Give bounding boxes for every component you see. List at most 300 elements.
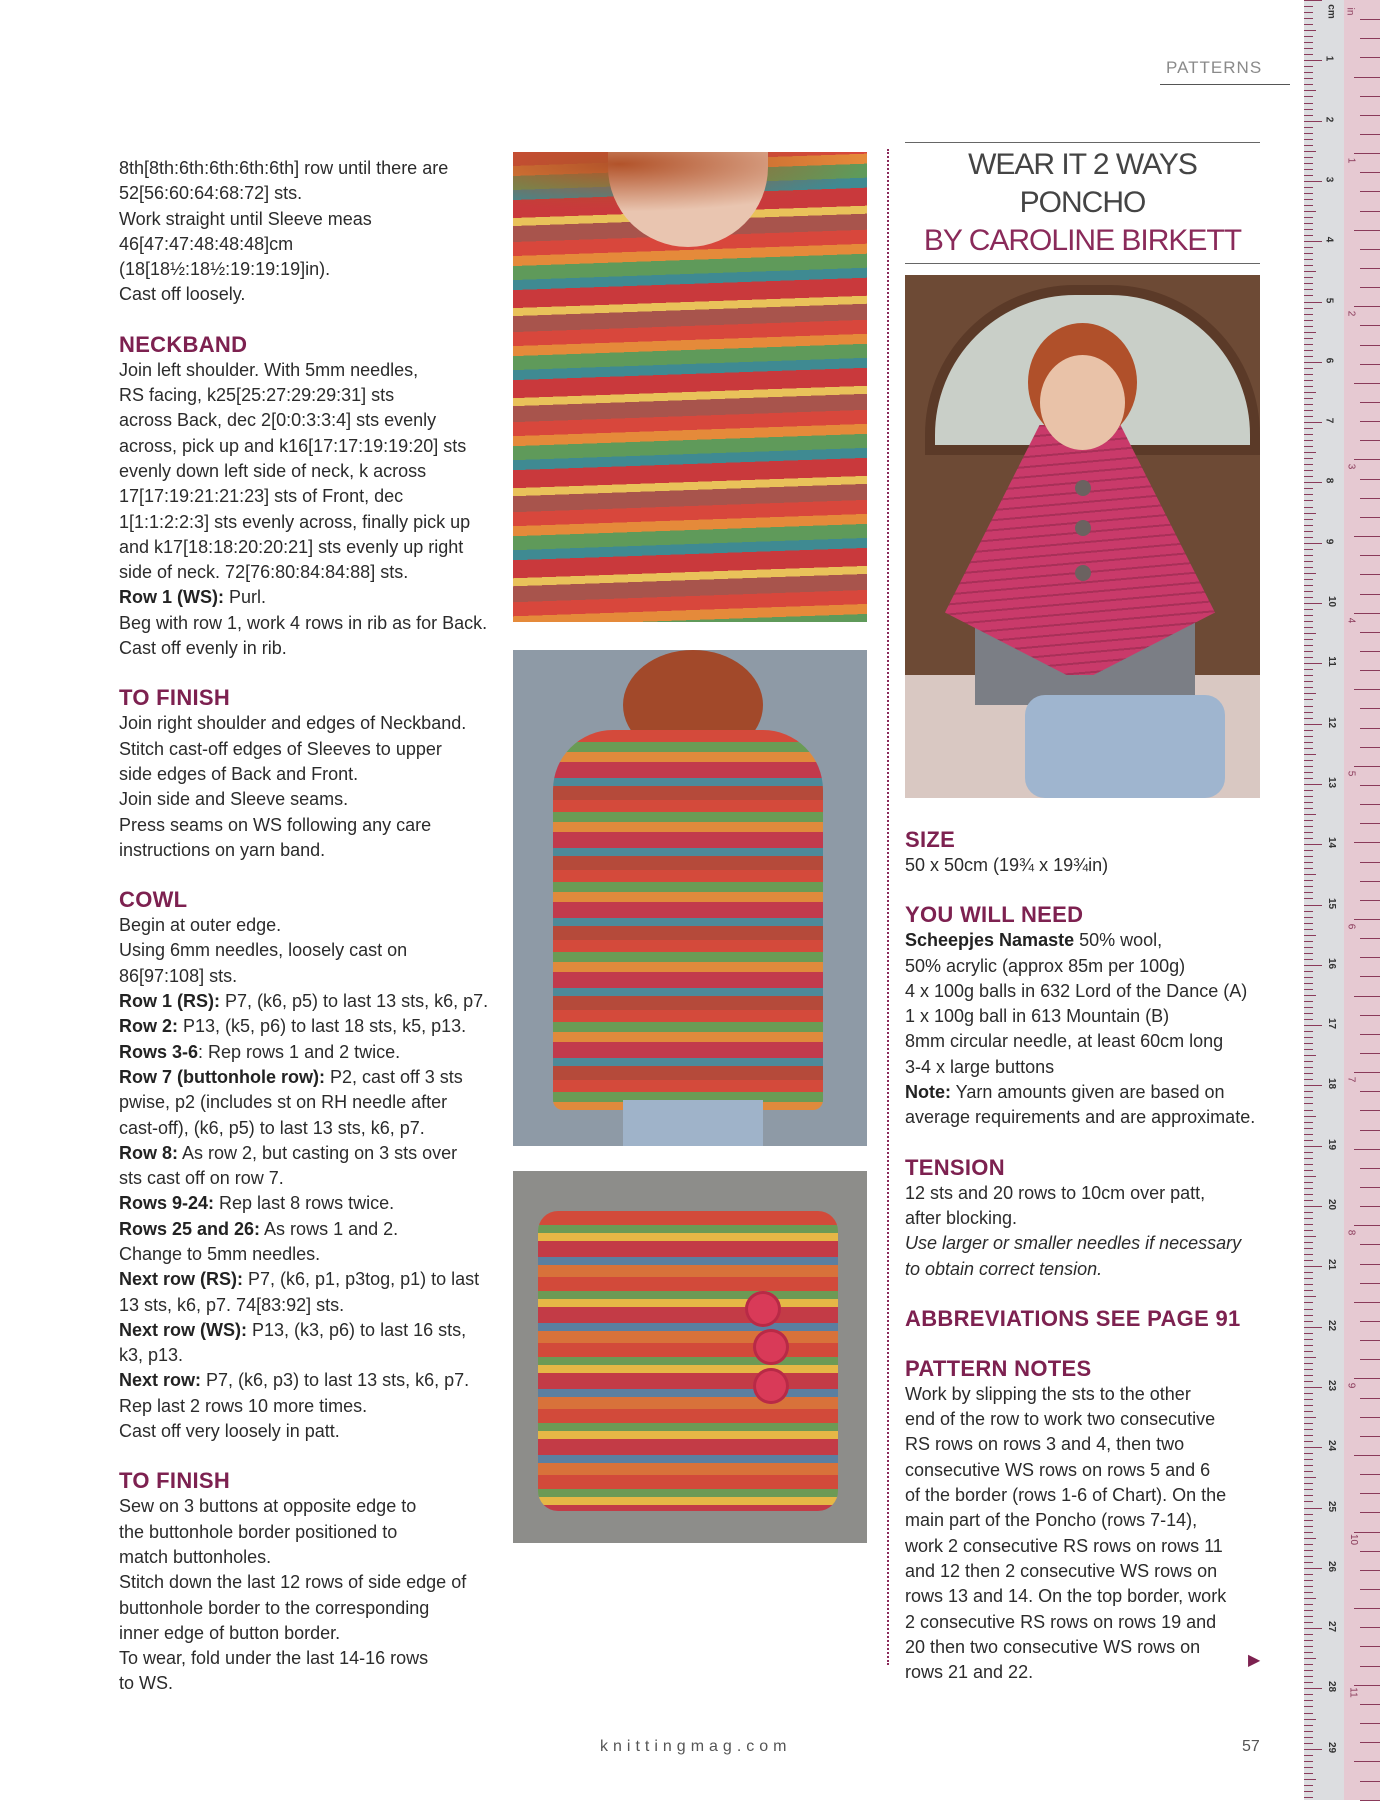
text-line: Cast off loosely. — [119, 284, 246, 305]
text-line: 20 then two consecutive WS rows on — [905, 1636, 1201, 1657]
ruler-cm-label: 1 — [1323, 56, 1335, 62]
ruler-tick — [1360, 1110, 1380, 1111]
article-title — [905, 142, 1260, 264]
ruler-tick — [1304, 772, 1313, 773]
ruler-tick — [1304, 1743, 1313, 1744]
ruler-tick — [1304, 314, 1313, 315]
ruler-tick — [1304, 898, 1313, 899]
ruler-tick — [1304, 1435, 1313, 1436]
ruler-cm-label: 13 — [1326, 776, 1338, 788]
button-shape — [1075, 565, 1091, 581]
ruler-tick — [1360, 594, 1380, 595]
ruler-tick — [1304, 1688, 1322, 1689]
ruler-tick — [1304, 1592, 1313, 1593]
text-line: work 2 consecutive RS rows on rows 11 — [905, 1535, 1223, 1556]
ruler-tick — [1304, 1616, 1313, 1617]
ruler-tick — [1304, 911, 1313, 912]
text-line: average requirements and are approximate. — [905, 1107, 1256, 1128]
ruler-tick — [1304, 1001, 1313, 1002]
ruler-tick — [1360, 1512, 1380, 1513]
ruler-tick — [1304, 410, 1313, 411]
photo-cowl — [513, 1171, 867, 1543]
text: P13, (k3, p6) to last 16 sts, — [247, 1319, 467, 1340]
ruler-tick — [1304, 163, 1313, 164]
ruler-tick — [1354, 1378, 1380, 1379]
ruler-tick — [1304, 862, 1313, 863]
ruler-tick — [1304, 687, 1313, 688]
ruler-tick — [1354, 1532, 1380, 1533]
ruler-cm-label: 22 — [1326, 1319, 1338, 1331]
ruler-cm-label: 11 — [1325, 656, 1337, 668]
ruler-tick — [1360, 345, 1380, 346]
text-line — [119, 1318, 489, 1343]
ruler-tick — [1304, 724, 1322, 725]
text-line — [119, 1368, 489, 1393]
ruler-tick — [1304, 1447, 1322, 1448]
ruler-cm-label: 8 — [1323, 478, 1335, 484]
ruler-tick — [1304, 145, 1313, 146]
ruler-tick — [1360, 728, 1380, 729]
ruler-tick — [1304, 983, 1313, 984]
jeans-shape — [623, 1100, 763, 1146]
ruler-tick — [1304, 1405, 1313, 1406]
ruler-tick — [1354, 536, 1380, 537]
ruler-tick — [1304, 458, 1313, 459]
ruler-tick — [1304, 977, 1313, 978]
ruler-tick — [1304, 1731, 1313, 1732]
ruler-tick — [1304, 1767, 1313, 1768]
ruler-tick — [1360, 96, 1380, 97]
ruler-tick — [1360, 479, 1380, 480]
text-line: Cast off evenly in rib. — [119, 638, 287, 659]
ruler-tick — [1304, 488, 1313, 489]
text-line — [119, 1040, 489, 1065]
ruler-tick — [1360, 268, 1380, 269]
ruler-tick — [1304, 42, 1313, 43]
section — [119, 886, 489, 1444]
ruler-tick — [1304, 1646, 1313, 1647]
ruler-tick — [1304, 1122, 1313, 1123]
ruler-tick — [1360, 211, 1380, 212]
ruler-tick — [1304, 1423, 1313, 1424]
bold-label: Rows 25 and 26: — [119, 1218, 261, 1239]
ruler-tick — [1354, 613, 1380, 614]
ruler-tick — [1360, 1206, 1380, 1207]
photo-poncho — [905, 275, 1260, 798]
section-heading: PATTERN NOTES — [905, 1355, 1092, 1381]
ruler-tick — [1304, 1538, 1316, 1539]
ruler-tick — [1304, 470, 1313, 471]
section — [905, 901, 1265, 1130]
ruler-tick — [1354, 1761, 1380, 1762]
ruler-tick — [1304, 127, 1313, 128]
ruler-tick — [1304, 247, 1313, 248]
page-number: 57 — [1242, 1738, 1260, 1755]
ruler-tick — [1304, 1351, 1313, 1352]
ruler-tick — [1304, 675, 1313, 676]
button-shape — [745, 1291, 781, 1327]
section-label: PATTERNS — [1166, 58, 1263, 77]
ruler-tick — [1304, 1327, 1322, 1328]
ruler-tick — [1304, 693, 1316, 694]
ruler-tick — [1304, 1230, 1313, 1231]
ruler-cm-label: 29 — [1326, 1741, 1338, 1753]
text-line: 2 consecutive RS rows on rows 19 and — [905, 1611, 1217, 1632]
bold-label: Row 7 (buttonhole row): — [119, 1066, 325, 1087]
ruler-tick — [1360, 651, 1380, 652]
ruler-cm-label: 20 — [1326, 1198, 1338, 1211]
ruler-tick — [1304, 446, 1313, 447]
ruler-tick — [1304, 1278, 1313, 1279]
text-line: side edges of Back and Front. — [119, 763, 359, 784]
ruler-tick — [1304, 1706, 1313, 1707]
ruler-tick — [1304, 1550, 1313, 1551]
ruler-tick — [1304, 235, 1313, 236]
ruler-tick — [1360, 402, 1380, 403]
text-line: Beg with row 1, work 4 rows in rib as for Back. — [119, 612, 488, 633]
ruler-tick — [1354, 1685, 1380, 1686]
ruler-tick — [1304, 1212, 1313, 1213]
ruler-tick — [1304, 133, 1313, 134]
ruler-tick — [1360, 900, 1380, 901]
text: P7, (k6, p5) to last 13 sts, k6, p7. — [220, 991, 489, 1012]
ruler-tick — [1360, 134, 1380, 135]
text-line: cast-off), (k6, p5) to last 13 sts, k6, p7. — [119, 1117, 425, 1138]
section — [119, 156, 489, 308]
ruler-tick — [1360, 57, 1380, 58]
ruler-tick — [1304, 820, 1313, 821]
ruler-tick — [1304, 995, 1316, 996]
ruler-tick — [1304, 537, 1313, 538]
ruler-tick — [1304, 1520, 1313, 1521]
ruler-tick — [1304, 1206, 1322, 1207]
ruler-tick — [1304, 259, 1313, 260]
ruler-tick — [1304, 1110, 1313, 1111]
ruler-tick — [1304, 555, 1313, 556]
ruler-tick — [1304, 633, 1316, 634]
ruler-tick — [1304, 60, 1322, 61]
ruler-tick — [1304, 645, 1313, 646]
byline: BY CAROLINE BIRKETT — [923, 224, 1242, 257]
ruler-cm-label: 4 — [1323, 236, 1335, 243]
ruler-tick — [1304, 6, 1313, 7]
ruler-tick — [1354, 996, 1380, 997]
ruler-tick — [1304, 1664, 1313, 1665]
ruler-tick — [1360, 555, 1380, 556]
ruler-inch-label: 5 — [1345, 770, 1357, 777]
text-line: Rep last 2 rows 10 more times. — [119, 1395, 368, 1416]
text: P13, (k5, p6) to last 18 sts, k5, p13. — [178, 1016, 467, 1037]
ruler-tick — [1304, 1429, 1313, 1430]
text-line: across Back, dec 2[0:0:3:3:4] sts evenly — [119, 410, 437, 431]
button-shape — [1075, 520, 1091, 536]
ruler-tick — [1304, 1387, 1322, 1388]
bold-label: Rows 9-24: — [119, 1193, 215, 1214]
ruler-tick — [1304, 856, 1313, 857]
text-line: 86[97:108] sts. — [119, 965, 238, 986]
text-line: Cast off very loosely in patt. — [119, 1421, 340, 1442]
text-line: 52[56:60:64:68:72] sts. — [119, 183, 303, 204]
section-heading: ABBREVIATIONS SEE PAGE 91 — [905, 1305, 1241, 1331]
text-line: 17[17:19:21:21:23] sts of Front, dec — [119, 486, 404, 507]
ruler-tick — [1360, 1034, 1380, 1035]
ruler-tick — [1304, 1477, 1316, 1478]
ruler-tick — [1360, 19, 1380, 20]
section-heading: SIZE — [905, 827, 956, 852]
sweater-shape — [553, 730, 823, 1110]
bold-label: Scheepjes Namaste — [905, 930, 1075, 951]
ruler-inch-label: 3 — [1345, 464, 1357, 470]
ruler-tick — [1304, 1357, 1316, 1358]
ruler-tick — [1354, 689, 1380, 690]
ruler-tick — [1304, 392, 1316, 393]
ruler-tick — [1304, 1670, 1313, 1671]
ruler-tick — [1304, 1188, 1313, 1189]
ruler-tick — [1304, 494, 1313, 495]
ruler-inch-label: 4 — [1345, 617, 1357, 623]
ruler-tick — [1304, 350, 1313, 351]
ruler-tick — [1304, 1393, 1313, 1394]
ruler-tick — [1360, 1398, 1380, 1399]
ruler-tick — [1304, 1628, 1322, 1629]
bold-label: Row 8: — [119, 1142, 179, 1163]
ruler-tick — [1304, 880, 1313, 881]
ruler-tick — [1304, 265, 1313, 266]
ruler-tick — [1360, 1264, 1380, 1265]
ruler-tick — [1304, 1694, 1313, 1695]
ruler-tick — [1304, 482, 1322, 483]
text-line: Stitch down the last 12 rows of side edge of — [119, 1572, 467, 1593]
continue-arrow-icon: ▶ — [1248, 1652, 1261, 1669]
text-line: Sew on 3 buttons at opposite edge to — [119, 1496, 417, 1517]
bold-label: Row 2: — [119, 1016, 179, 1037]
ruler-tick — [1304, 681, 1313, 682]
ruler-tick — [1304, 332, 1316, 333]
ruler-tick — [1304, 115, 1313, 116]
ruler-tick — [1304, 24, 1313, 25]
section — [119, 1467, 489, 1696]
ruler-cm-label: 3 — [1323, 176, 1335, 183]
ruler-tick — [1354, 842, 1380, 843]
ruler-tick — [1304, 923, 1313, 924]
ruler-tick — [1360, 1493, 1380, 1494]
ruler-tick — [1304, 217, 1313, 218]
ruler-tick — [1304, 277, 1313, 278]
ruler-cm-label: 2 — [1323, 116, 1335, 122]
ruler-tick — [1304, 1055, 1316, 1056]
ruler-tick — [1304, 1158, 1313, 1159]
ruler-tick — [1360, 1091, 1380, 1092]
ruler-tick — [1360, 287, 1380, 288]
ruler-tick — [1304, 971, 1313, 972]
ruler-tick — [1304, 712, 1313, 713]
ruler-cm-label: 7 — [1323, 417, 1335, 424]
section — [119, 684, 489, 863]
ruler-inch-label: 9 — [1345, 1383, 1357, 1389]
ruler-tick — [1304, 1296, 1316, 1297]
ruler-tick — [1304, 1363, 1313, 1364]
ruler-tick — [1360, 249, 1380, 250]
ruler-tick — [1360, 38, 1380, 39]
ruler-tick — [1354, 77, 1380, 78]
text-line: Begin at outer edge. — [119, 915, 282, 936]
ruler-tick — [1304, 1568, 1322, 1569]
ruler-tick — [1304, 48, 1313, 49]
text-line: Work by slipping the sts to the other — [905, 1383, 1191, 1404]
text-line: main part of the Poncho (rows 7-14), — [905, 1510, 1198, 1531]
text-line: 8th[8th:6th:6th:6th:6th] row until there are — [119, 158, 449, 178]
ruler-tick — [1304, 1134, 1313, 1135]
ruler-tick — [1304, 434, 1313, 435]
ruler-tick — [1304, 193, 1313, 194]
ruler-tick — [1304, 1634, 1313, 1635]
ruler-tick — [1304, 12, 1313, 13]
bold-label: Row 1 (RS): — [119, 991, 220, 1012]
ruler-unit-in: in — [1344, 7, 1356, 16]
ruler-tick — [1304, 1097, 1313, 1098]
ruler-tick — [1304, 573, 1316, 574]
ruler-tick — [1304, 380, 1313, 381]
button-shape — [753, 1329, 789, 1365]
text-line: sts cast off on row 7. — [119, 1168, 284, 1189]
section — [905, 826, 1265, 878]
ruler-tick — [1304, 639, 1313, 640]
text-line — [119, 585, 489, 610]
ruler-tick — [1304, 1224, 1313, 1225]
ruler-tick — [1304, 1333, 1313, 1334]
text: 50% wool, — [1074, 930, 1163, 951]
ruler-tick — [1304, 802, 1313, 803]
ruler-tick — [1304, 1532, 1313, 1533]
section-heading: TO FINISH — [119, 1468, 231, 1494]
ruler-tick — [1304, 1321, 1313, 1322]
ruler-tick — [1304, 440, 1313, 441]
ruler-tick — [1304, 1725, 1313, 1726]
ruler-tick — [1304, 603, 1322, 604]
ruler-tick — [1304, 519, 1313, 520]
text-line: end of the row to work two consecutive — [905, 1409, 1216, 1430]
ruler-tick — [1360, 957, 1380, 958]
button-shape — [753, 1368, 789, 1404]
ruler-tick — [1304, 905, 1322, 906]
ruler-tick — [1304, 1676, 1313, 1677]
ruler-tick — [1360, 325, 1380, 326]
ruler-tick — [1304, 947, 1313, 948]
ruler-tick — [1304, 1339, 1313, 1340]
ruler-cm-scale — [1304, 0, 1344, 1800]
ruler-tick — [1304, 1200, 1313, 1201]
ruler-tick — [1304, 72, 1313, 73]
ruler-cm-label: 27 — [1326, 1621, 1338, 1633]
ruler-tick — [1360, 632, 1380, 633]
ruler-tick — [1304, 1610, 1313, 1611]
ruler-tick — [1304, 1037, 1313, 1038]
ruler-tick — [1304, 205, 1313, 206]
ruler-inch-label: 10 — [1348, 1533, 1360, 1545]
ruler-tick — [1360, 938, 1380, 939]
text-line — [119, 989, 489, 1014]
ruler-tick — [1354, 1608, 1380, 1609]
ruler-cm-label: 28 — [1326, 1681, 1338, 1693]
ruler-tick — [1360, 1053, 1380, 1054]
ruler-tick — [1304, 90, 1316, 91]
ruler-cm-label: 19 — [1326, 1138, 1338, 1150]
ruler-tick — [1304, 416, 1313, 417]
right-column — [905, 826, 1265, 1708]
ruler-tick — [1360, 670, 1380, 671]
ruler-tick — [1304, 374, 1313, 375]
ruler-tick — [1304, 561, 1313, 562]
ruler-tick — [1304, 609, 1313, 610]
text-line — [119, 1014, 489, 1039]
text-line — [119, 1267, 489, 1292]
ruler-tick — [1304, 289, 1313, 290]
ruler-tick — [1360, 1244, 1380, 1245]
ruler-tick — [1304, 271, 1316, 272]
ruler-tick — [1304, 525, 1313, 526]
ruler-tick — [1304, 428, 1313, 429]
ruler-tick — [1304, 1399, 1313, 1400]
ruler-tick — [1304, 1043, 1313, 1044]
ruler-cm-label: 21 — [1326, 1259, 1338, 1271]
ruler-tick — [1304, 1562, 1313, 1563]
text-line: consecutive WS rows on rows 5 and 6 — [905, 1459, 1211, 1480]
text-line: 50% acrylic (approx 85m per 100g) — [905, 955, 1186, 976]
ruler-tick — [1304, 1369, 1313, 1370]
ruler-tick — [1304, 1700, 1313, 1701]
ruler-tick — [1304, 1248, 1313, 1249]
ruler-tick — [1304, 941, 1313, 942]
section-heading: COWL — [119, 887, 188, 913]
ruler-tick — [1304, 874, 1316, 875]
ruler-tick — [1304, 1140, 1313, 1141]
ruler-tick — [1304, 157, 1313, 158]
ruler-tick — [1304, 766, 1313, 767]
ruler-tick — [1304, 1779, 1316, 1780]
ruler-tick — [1304, 1465, 1313, 1466]
text-line: (18[18½:18½:19:19:19]in). — [119, 259, 331, 280]
bold-label: Next row: — [119, 1370, 202, 1391]
ruler-tick — [1304, 1302, 1313, 1303]
ruler-tick — [1304, 1459, 1313, 1460]
ruler-tick — [1354, 766, 1380, 767]
ruler-tick — [1354, 1225, 1380, 1226]
ruler-tick — [1304, 1019, 1313, 1020]
ruler-tick — [1360, 1283, 1380, 1284]
ruler-tick — [1304, 1146, 1322, 1147]
ruler-tick — [1304, 1749, 1322, 1750]
ruler-cm-label: 15 — [1326, 897, 1338, 909]
ruler-tick — [1304, 1242, 1313, 1243]
ruler-tick — [1304, 1791, 1313, 1792]
ruler-tick — [1304, 476, 1313, 477]
ruler-tick — [1360, 785, 1380, 786]
ruler-tick — [1354, 1072, 1380, 1073]
text: P7, (k6, p3) to last 13 sts, k6, p7. — [201, 1370, 470, 1391]
ruler-tick — [1304, 1574, 1313, 1575]
ruler-tick — [1360, 1704, 1380, 1705]
ruler-tick — [1304, 1773, 1313, 1774]
ruler-tick — [1304, 36, 1313, 37]
ruler-tick — [1304, 832, 1313, 833]
ruler-tick — [1304, 1586, 1313, 1587]
ruler-tick — [1304, 326, 1313, 327]
ruler-tick — [1304, 778, 1313, 779]
ruler-tick — [1304, 1079, 1313, 1080]
text-line: Use larger or smaller needles if necessary — [905, 1233, 1242, 1254]
ruler-tick — [1360, 708, 1380, 709]
ruler-tick — [1304, 742, 1313, 743]
